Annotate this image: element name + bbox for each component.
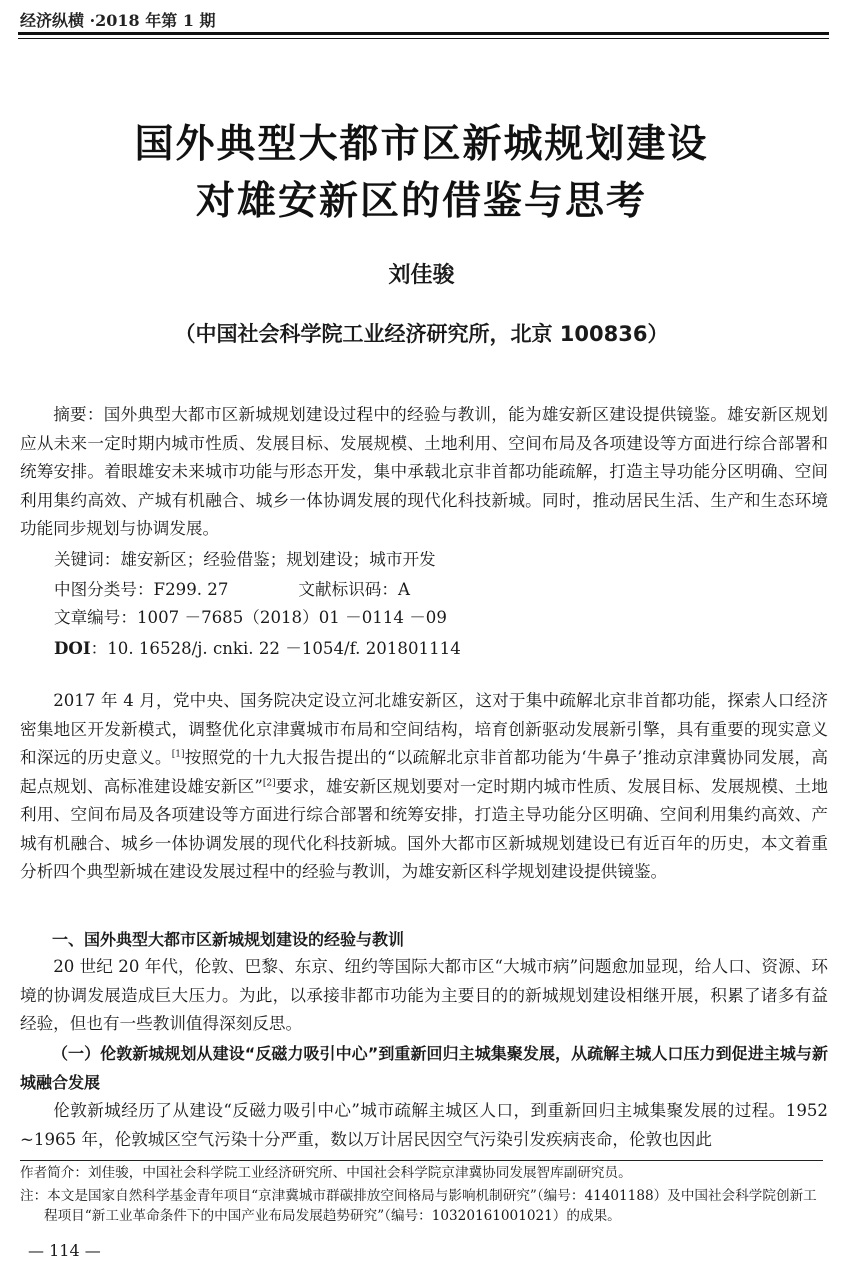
intro-text-2: 按照党的十九大报告提出的“以疏解北京非首都功能为‘牛鼻子’推动京津冀协同发展，高起点规划、高标准建设雄安新区”: [20, 748, 829, 796]
doi-label: DOI: [54, 638, 91, 658]
reference-marker-1[interactable]: [1]: [171, 749, 185, 760]
page-number: — 114 —: [28, 1241, 101, 1260]
classification-line: [54, 576, 410, 604]
abstract: 摘要：国外典型大都市区新城规划建设过程中的经验与教训，能为雄安新区建设提供镜鉴。雄安新区规划应从未来一定时期内城市性质、发展目标、发展规模、土地利用、空间布局及各项建设等方面进行综合部署和统筹安排。着眼雄安未来城市功能与形态开发，集中承载北京非首都功能疏解，打造主导功能分区明确、空间利用集约高效、产城有机融合、城乡一体协调发展的现代化科技新城。同时，推动居民生活、生产和生态环境功能同步规划与协调发展。: [20, 405, 828, 538]
section-heading-1: 一、国外典型大都市区新城规划建设的经验与教训: [52, 930, 405, 949]
title-line-1: 国外典型大都市区新城规划建设: [134, 122, 709, 167]
footnote-funding: 注：本文是国家自然科学基金青年项目“京津冀城市群碳排放空间格局与影响机制研究”（编号：41401188）及中国社会科学院创新工程项目“新工业革命条件下的中国产业布局发展趋势研究”（编号：10320161001021）的成果。: [20, 1188, 817, 1224]
article-number: 文章编号：1007 －7685（2018）01 －0114 －09: [54, 608, 447, 627]
reference-marker-2[interactable]: [2]: [262, 777, 276, 788]
footnote-author-bio: 作者简介：刘佳骏，中国社会科学院工业经济研究所、中国社会科学院京津冀协同发展智库副研究员。: [20, 1165, 632, 1181]
header-rule-thick: [18, 32, 829, 35]
intro-text-1: 2017 年 4 月，党中央、国务院决定设立河北雄安新区，这对于集中疏解北京非首都功能，探索人口经济密集地区开发新模式，调整优化京津冀城市布局和空间结构，培育创新驱动发展新引擎，具有重要的现实意义和深远的历史意义。: [20, 691, 828, 767]
body-paragraph-intro: [20, 687, 828, 887]
doi-line: [54, 634, 461, 663]
running-head: 经济纵横 ·2018 年第 1 期: [20, 11, 216, 30]
author-name: 刘佳骏: [388, 263, 455, 288]
clc-number: 中图分类号：F299. 27: [54, 580, 229, 599]
author-affiliation: （中国社会科学院工业经济研究所，北京 100836）: [174, 322, 669, 346]
intro-text-3: 要求，雄安新区规划要对一定时期内城市性质、发展目标、发展规模、土地利用、空间布局及各项建设等方面进行综合部署和统筹安排，打造主导功能分区明确、空间利用集约高效、产城有机融合、城乡一体协调发展的现代化科技新城。国外大都市区新城规划建设已有近百年的历史，本文着重分析四个典型新城在建设发展过程中的经验与教训，为雄安新区科学规划建设提供镜鉴。: [20, 776, 829, 881]
body-paragraph-2: 20 世纪 20 年代，伦敦、巴黎、东京、纽约等国际大都市区“大城市病”问题愈加显现，给人口、资源、环境的协调发展造成巨大压力。为此，以承接非都市功能为主要目的的新城规划建设相继开展，积累了诸多有益经验，但也有一些教训值得深刻反思。: [20, 957, 828, 1033]
title-line-2: 对雄安新区的借鉴与思考: [195, 179, 647, 224]
doi-value: ：10. 16528/j. cnki. 22 －1054/f. 201801114: [90, 639, 461, 658]
footnote-rule: [20, 1160, 823, 1161]
subsection-heading-1: （一）伦敦新城规划从建设“反磁力吸引中心”到重新回归主城集聚发展，从疏解主城人口压力到促进主城与新城融合发展: [20, 1044, 828, 1092]
keywords: 关键词：雄安新区；经验借鉴；规划建设；城市开发: [54, 550, 436, 569]
document-code: 文献标识码：A: [298, 580, 410, 599]
body-paragraph-3: 伦敦新城经历了从建设“反磁力吸引中心”城市疏解主城区人口，到重新回归主城集聚发展的过程。1952 ~1965 年，伦敦城区空气污染十分严重，数以万计居民因空气污染引发疾病丧命，伦敦也因此: [20, 1101, 828, 1149]
header-rule-thin: [18, 38, 829, 39]
